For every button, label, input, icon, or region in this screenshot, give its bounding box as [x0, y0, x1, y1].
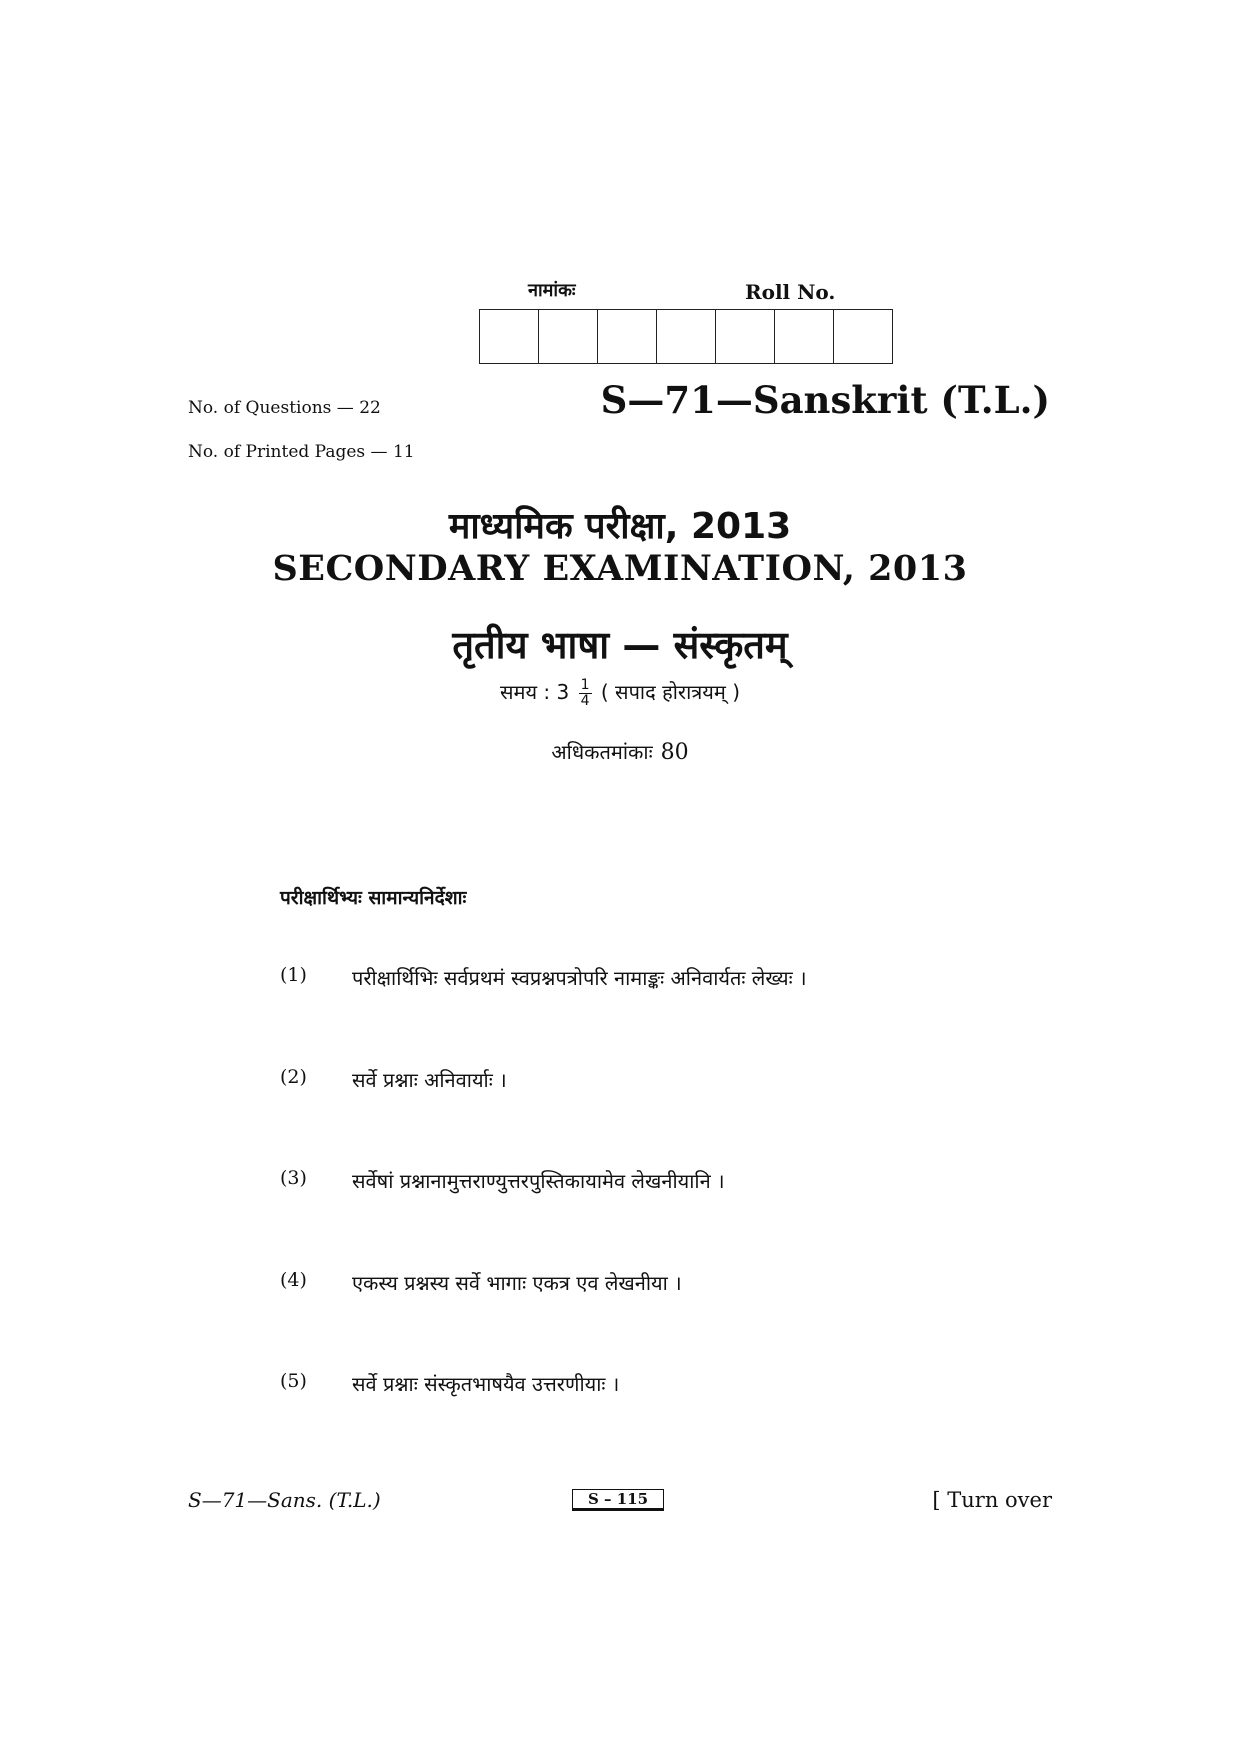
roll-box	[657, 309, 716, 364]
instruction-text: सर्वेषां प्रश्नानामुत्तराण्युत्तरपुस्तिकायामेव लेखनीयानि ।	[352, 1169, 725, 1193]
subject-title: तृतीय भाषा — संस्कृतम्	[452, 623, 788, 667]
exam-title-english: SECONDARY EXAMINATION, 2013	[272, 548, 968, 589]
instruction-text: एकस्य प्रश्नस्य सर्वे भागाः एकत्र एव लेखनीया ।	[352, 1271, 682, 1295]
instructions-heading: परीक्षार्थिभ्यः सामान्यनिर्देशाः	[280, 887, 467, 909]
instruction-item	[280, 1167, 725, 1194]
roll-box	[716, 309, 775, 364]
roll-label-hindi: नामांकः	[528, 280, 576, 301]
roll-box	[598, 309, 657, 364]
instruction-number: (2)	[280, 1066, 307, 1088]
roll-box	[775, 309, 834, 364]
instruction-text: परीक्षार्थिभिः सर्वप्रथमं स्वप्रश्नपत्रोपरि नामाङ्कः अनिवार्यतः लेख्यः ।	[352, 966, 807, 990]
fraction-numerator: 1	[580, 677, 590, 693]
paper-code: S—71—Sanskrit (T.L.)	[600, 378, 1050, 422]
footer-paper-code: S—71—Sans. (T.L.)	[188, 1488, 381, 1512]
number-of-printed-pages: No. of Printed Pages — 11	[188, 442, 415, 462]
instruction-text: सर्वे प्रश्नाः अनिवार्याः ।	[352, 1068, 507, 1092]
roll-box	[539, 309, 598, 364]
exam-title-hindi: माध्यमिक परीक्षा, 2013	[448, 506, 792, 547]
marks-label: अधिकतमांकाः	[551, 740, 653, 764]
time-suffix: ( सपाद होरात्रयम् )	[600, 680, 741, 704]
instruction-text: सर्वे प्रश्नाः संस्कृतभाषयैव उत्तरणीयाः ।	[352, 1372, 620, 1396]
roll-number-boxes	[479, 309, 893, 364]
instruction-number: (5)	[280, 1370, 307, 1392]
instruction-number: (1)	[280, 964, 307, 986]
instruction-number: (3)	[280, 1167, 307, 1189]
maximum-marks	[0, 738, 1240, 765]
roll-label-english: Roll No.	[745, 280, 836, 304]
instruction-number: (4)	[280, 1269, 307, 1291]
instruction-item	[280, 1066, 507, 1093]
footer-sheet-code: S – 115	[572, 1489, 664, 1511]
time-prefix: समय : 3	[499, 680, 570, 704]
roll-box	[834, 309, 893, 364]
turn-over-note: [ Turn over	[932, 1488, 1052, 1512]
time-fraction	[579, 678, 592, 709]
instruction-item	[280, 1269, 682, 1296]
instruction-item	[280, 1370, 619, 1397]
roll-box	[480, 309, 539, 364]
number-of-questions: No. of Questions — 22	[188, 398, 381, 418]
time-allowed	[0, 678, 1240, 709]
marks-value: 80	[660, 740, 689, 765]
instruction-item	[280, 964, 807, 991]
fraction-denominator: 4	[580, 693, 590, 709]
